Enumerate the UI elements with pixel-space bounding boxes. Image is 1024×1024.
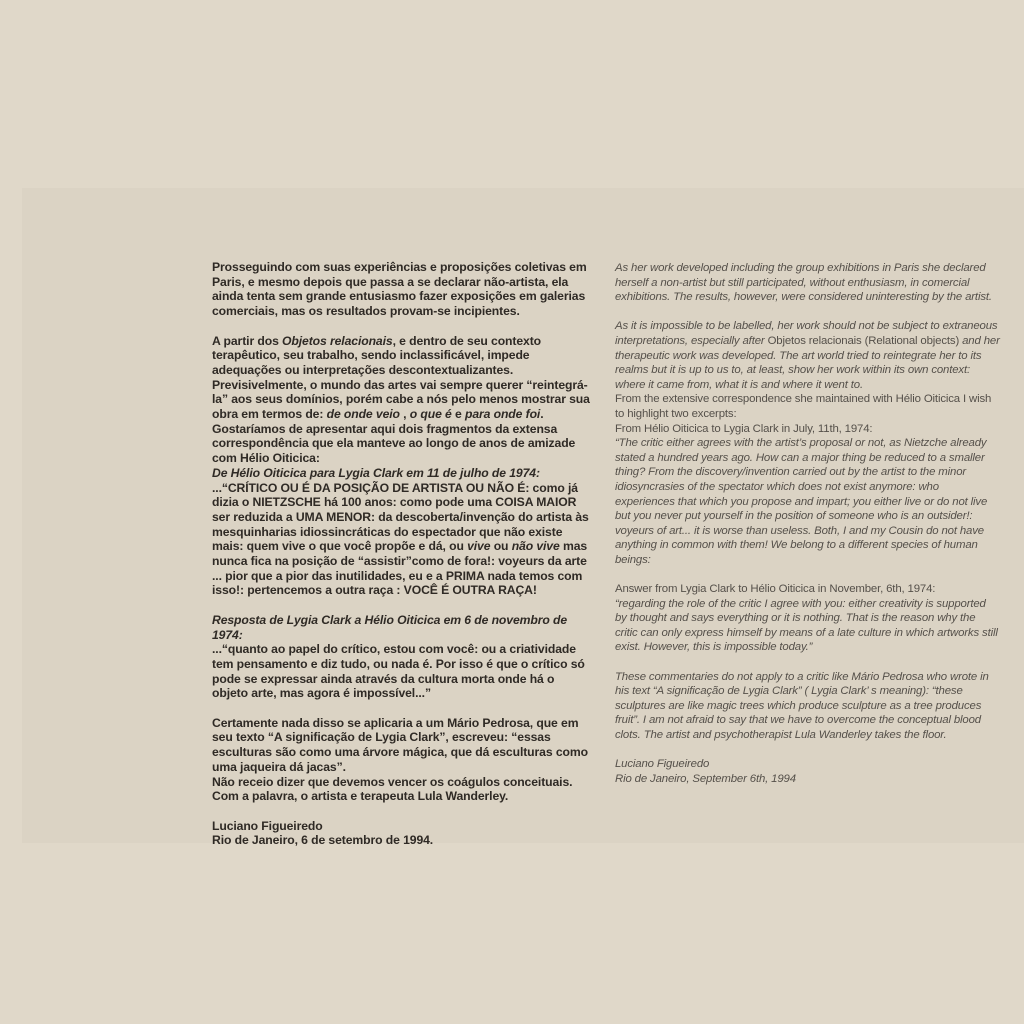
en-signature-place-date: Rio de Janeiro, September 6th, 1994	[615, 772, 796, 785]
pt-paragraph-context: A partir dos Objetos relacionais, e dentro de seu contexto terapêutico, seu trabalho, sendo inclassificável, impede adequações ou interpretações descontextualizantes. Previsivelmente, o mundo das artes vai sempre querer “reintegrá-la” aos seus domínios, porém cabe a nós pelo menos mostrar sua obra em termos de: de onde veio , o que é e para onde foi.	[212, 333, 590, 422]
pt-paragraph-pedrosa: Certamente nada disso se aplicaria a um Mário Pedrosa, que em seu texto “A significação de Lygia Clark”, escreveu: “essas esculturas são como uma árvore mágica, que dá esculturas como uma jaqueira dá jacas”.	[212, 715, 588, 774]
en-paragraph-context: As it is impossible to be labelled, her work should not be subject to extraneous interpretations, especially after Objetos relacionais (Relational objects) and her therapeutic work was developed. The art world tried to reintegrate her to its realms but it is up to us to, at least, show her work within its own context: where it came from, what it is and where it went to.	[615, 320, 1000, 391]
english-column	[615, 261, 1000, 786]
pt-letter-heading-oiticica: De Hélio Oiticica para Lygia Clark em 11 de julho de 1974:	[212, 465, 540, 480]
en-paragraph-pedrosa: These commentaries do not apply to a critic like Mário Pedrosa who wrote in his text “A significação de Lygia Clark” ( Lygia Clark’ s meaning): “these sculptures are like magic trees which produce sculpture as a tree produces fruit”. I am not afraid to say that we have to overcome the conceptual blood clots. The artist and psychotherapist Lula Wanderley takes the floor.	[615, 670, 989, 741]
pt-signature-place-date: Rio de Janeiro, 6 de setembro de 1994.	[212, 833, 434, 848]
en-signature-name: Luciano Figueiredo	[615, 758, 710, 771]
en-objetos-relacionais: Objetos relacionais (Relational objects)	[767, 334, 960, 347]
en-letter-heading-clark: Answer from Lygia Clark to Hélio Oiticica in November, 6th, 1974:	[615, 583, 936, 596]
en-letter-oiticica: “The critic either agrees with the artist’s proposal or not, as Nietzche already stated a hundred years ago. How can a major thing be reduced to a smaller thing? From the discovery/invention carried out by the artist to the minor idiosyncrasies of the spectator which does not exist anymore: who experiences that which you propose and impart; you either live or do not live but you never put yourself in the position of someone who is an outsider!: voyeurs of art... it is worse than useless. Both, I and my Cousin do not have anything in common with them! We belong to a different species of human beings:	[615, 437, 988, 566]
en-letter-heading-oiticica: From Hélio Oiticica to Lygia Clark in July, 11th, 1974:	[615, 422, 873, 435]
pt-letter-heading-clark: Resposta de Lygia Clark a Hélio Oiticica em 6 de novembro de 1974:	[212, 612, 568, 642]
pt-paragraph-conclusion: Não receio dizer que devemos vencer os coágulos conceituais. Com a palavra, o artista e terapeuta Lula Wanderley.	[212, 774, 573, 804]
en-paragraph-correspondence: From the extensive correspondence she maintained with Hélio Oiticica I wish to highlight two excerpts:	[615, 393, 992, 420]
pt-paragraph-intro: Prosseguindo com suas experiências e proposições coletivas em Paris, e mesmo depois que passa a se declarar não-artista, ela ainda tenta sem grande entusiasmo fazer exposições em galerias comerciais, mas os resultados provam-se incipientes.	[212, 260, 587, 319]
pt-objetos-relacionais: Objetos relacionais	[282, 333, 393, 348]
en-letter-clark: “regarding the role of the critic I agree with you: either creativity is supported by thought and says everything or it is nothing. That is the reason why the critic can only express himself by means of a late culture in which artworks still exist. However, this is impossible today.”	[615, 597, 998, 654]
portuguese-column	[212, 260, 592, 848]
en-paragraph-intro: As her work developed including the group exhibitions in Paris she declared herself a non-artist but still participated, without enthusiasm, in comercial exhibitions. The results, however, were considered uninteresting by the artist.	[615, 262, 992, 304]
pt-paragraph-correspondence: Gostaríamos de apresentar aqui dois fragmentos da extensa correspondência que ela manteve ao longo de anos de amizade com Hélio Oiticica:	[212, 421, 576, 466]
pt-letter-oiticica: ...“CRÍTICO OU É DA POSIÇÃO DE ARTISTA OU NÃO É: como já dizia o NIETZSCHE há 100 anos: como pode uma COISA MAIOR ser reduzida a UMA MENOR: da descoberta/invenção do artista às mesquinharias idiossincráticas do espectador que não existe mais: quem vive o que você propõe e dá, ou vive ou não vive mas nunca fica na posição de “assistir”como de fora!: voyeurs da arte ... pior que a pior das inutilidades, eu e a PRIMA nada temos com isso!: pertencemos a outra raça : VOCÊ É OUTRA RAÇA!	[212, 480, 589, 598]
pt-letter-clark: ...“quanto ao papel do crítico, estou com você: ou a criatividade tem pensamento e diz tudo, ou nada é. Por isso é que o crítico só pode se expressar ainda através da cultura morta onde há o objeto arte, mas agora é impossível...”	[212, 642, 585, 701]
pt-signature-name: Luciano Figueiredo	[212, 818, 323, 833]
